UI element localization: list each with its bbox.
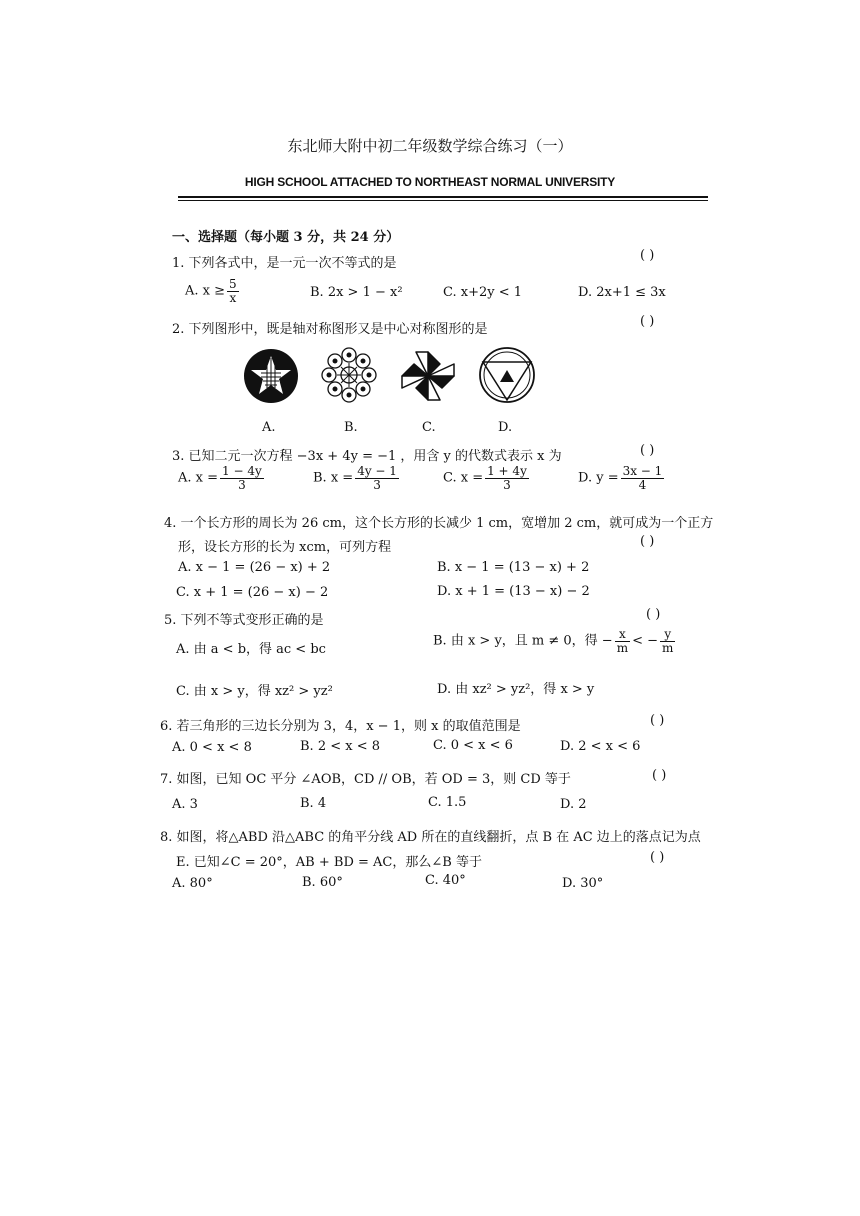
- q1-option-d: D. 2x+1 ≤ 3x: [578, 285, 666, 300]
- q1-option-a-fraction: [227, 278, 239, 304]
- q3-option-b-num: 4y − 1: [357, 464, 397, 478]
- q3-option-a-fraction: [220, 465, 264, 491]
- q7-option-d: D. 2: [560, 797, 587, 812]
- q5-option-b-mid: < −: [632, 633, 659, 649]
- q1-stem: 1. 下列各式中，是一元一次不等式的是: [172, 256, 397, 271]
- q1-answer-paren: ( ): [640, 248, 655, 263]
- q2-label-c: C.: [422, 420, 436, 435]
- q3-option-d-den: 4: [638, 477, 647, 492]
- q3-option-a: [178, 465, 266, 491]
- q3-option-b-den: 3: [373, 477, 381, 492]
- q7-answer-paren: ( ): [652, 768, 667, 783]
- q5-option-b-prefix: B. 由 x > y，且 m ≠ 0，得 −: [433, 633, 613, 649]
- q6-option-b: B. 2 < x < 8: [300, 739, 381, 754]
- q3-option-c: [443, 465, 531, 491]
- q7-option-a: A. 3: [172, 797, 198, 812]
- q2-label-b: B.: [344, 420, 358, 435]
- q4-option-b: B. x − 1 = (13 − x) + 2: [437, 560, 590, 575]
- section-heading: 一、选择题（每小题 3 分，共 24 分）: [172, 230, 400, 245]
- q8-option-d: D. 30°: [562, 876, 604, 891]
- q2-stem: 2. 下列图形中，既是轴对称图形又是中心对称图形的是: [172, 322, 488, 337]
- q3-stem: 3. 已知二元一次方程 −3x + 4y = −1 ，用含 y 的代数式表示 x 为: [172, 449, 562, 464]
- q3-option-d-prefix: D. y =: [578, 470, 619, 486]
- header-rule-thick: [178, 196, 708, 198]
- q8-answer-paren: ( ): [650, 850, 665, 865]
- q3-option-c-den: 3: [503, 477, 511, 492]
- flower-ring-icon: [320, 346, 378, 404]
- q5-option-c: C. 由 x > y，得 xz² > yz²: [176, 684, 333, 699]
- q3-option-d: [578, 465, 666, 491]
- q2-label-a: A.: [262, 420, 276, 435]
- q1-option-a-prefix: A. x ≥: [185, 283, 226, 299]
- q5-option-a: A. 由 a < b，得 ac < bc: [176, 642, 326, 657]
- q1-option-a-num: 5: [229, 277, 237, 291]
- page-subtitle: HIGH SCHOOL ATTACHED TO NORTHEAST NORMAL UNIVERSITY: [244, 175, 616, 189]
- q4-answer-paren: ( ): [640, 534, 655, 549]
- q4-option-c: C. x + 1 = (26 − x) − 2: [176, 585, 329, 600]
- q3-option-b-fraction: [355, 465, 399, 491]
- q5-option-b-fraction-1: [615, 628, 630, 654]
- q6-option-a: A. 0 < x < 8: [172, 740, 252, 755]
- q5-option-d: D. 由 xz² > yz²，得 x > y: [437, 682, 595, 697]
- q3-option-c-fraction: [485, 465, 529, 491]
- q7-option-b: B. 4: [300, 796, 327, 811]
- triangle-circle-icon: [478, 346, 536, 404]
- star-circle-icon: [243, 348, 299, 404]
- q3-option-b: [313, 465, 401, 491]
- q6-stem: 6. 若三角形的三边长分别为 3，4，x − 1，则 x 的取值范围是: [160, 719, 521, 734]
- q3-option-a-den: 3: [238, 477, 246, 492]
- q1-option-a: [185, 278, 241, 304]
- q1-option-b: B. 2x > 1 − x²: [310, 285, 403, 300]
- q1-option-c: C. x+2y < 1: [443, 285, 523, 300]
- q2-answer-paren: ( ): [640, 314, 655, 329]
- q5-answer-paren: ( ): [646, 607, 661, 622]
- q5-option-b-fraction-2: [660, 628, 675, 654]
- q5-option-b-num-1: x: [615, 628, 630, 642]
- q3-option-b-prefix: B. x =: [313, 470, 354, 486]
- q8-option-b: B. 60°: [302, 875, 343, 890]
- q5-stem: 5. 下列不等式变形正确的是: [164, 613, 324, 628]
- q2-label-d: D.: [498, 420, 513, 435]
- q5-option-b-den-1: m: [616, 640, 629, 655]
- q3-option-a-num: 1 − 4y: [222, 464, 262, 478]
- q7-option-c: C. 1.5: [428, 795, 467, 810]
- page-title: 东北师大附中初二年级数学综合练习（一）: [287, 137, 573, 155]
- q6-option-d: D. 2 < x < 6: [560, 739, 641, 754]
- pinwheel-icon: [398, 348, 458, 404]
- q8-stem-line1: 8. 如图，将△ABD 沿△ABC 的角平分线 AD 所在的直线翻折，点 B 在 AC 边上的落点记为点: [160, 830, 701, 845]
- q4-option-d: D. x + 1 = (13 − x) − 2: [437, 584, 590, 599]
- q3-option-d-num: 3x − 1: [622, 464, 663, 478]
- q5-option-b: [433, 628, 677, 654]
- q3-answer-paren: ( ): [640, 443, 655, 458]
- q3-option-a-prefix: A. x =: [178, 470, 219, 486]
- q6-option-c: C. 0 < x < 6: [433, 738, 513, 753]
- q5-option-b-num-2: y: [660, 628, 675, 642]
- q3-option-c-num: 1 + 4y: [487, 464, 527, 478]
- q4-stem-line2: 形，设长方形的长为 xcm，可列方程: [178, 540, 392, 555]
- q6-answer-paren: ( ): [650, 713, 665, 728]
- q1-option-a-den: x: [229, 290, 237, 305]
- header-rule-thin: [178, 200, 708, 201]
- q5-option-b-den-2: m: [662, 640, 674, 655]
- q8-option-a: A. 80°: [172, 876, 213, 891]
- q8-option-c: C. 40°: [425, 873, 466, 888]
- q3-option-d-fraction: [621, 465, 665, 491]
- q8-stem-line2: E. 已知∠C = 20°，AB + BD = AC，那么∠B 等于: [176, 855, 482, 870]
- q3-option-c-prefix: C. x =: [443, 470, 484, 486]
- q4-option-a: A. x − 1 = (26 − x) + 2: [178, 560, 331, 575]
- q7-stem: 7. 如图，已知 OC 平分 ∠AOB，CD // OB，若 OD = 3，则 CD 等于: [160, 772, 571, 787]
- q4-stem-line1: 4. 一个长方形的周长为 26 cm，这个长方形的长减少 1 cm，宽增加 2 cm，就可成为一个正方: [164, 516, 714, 531]
